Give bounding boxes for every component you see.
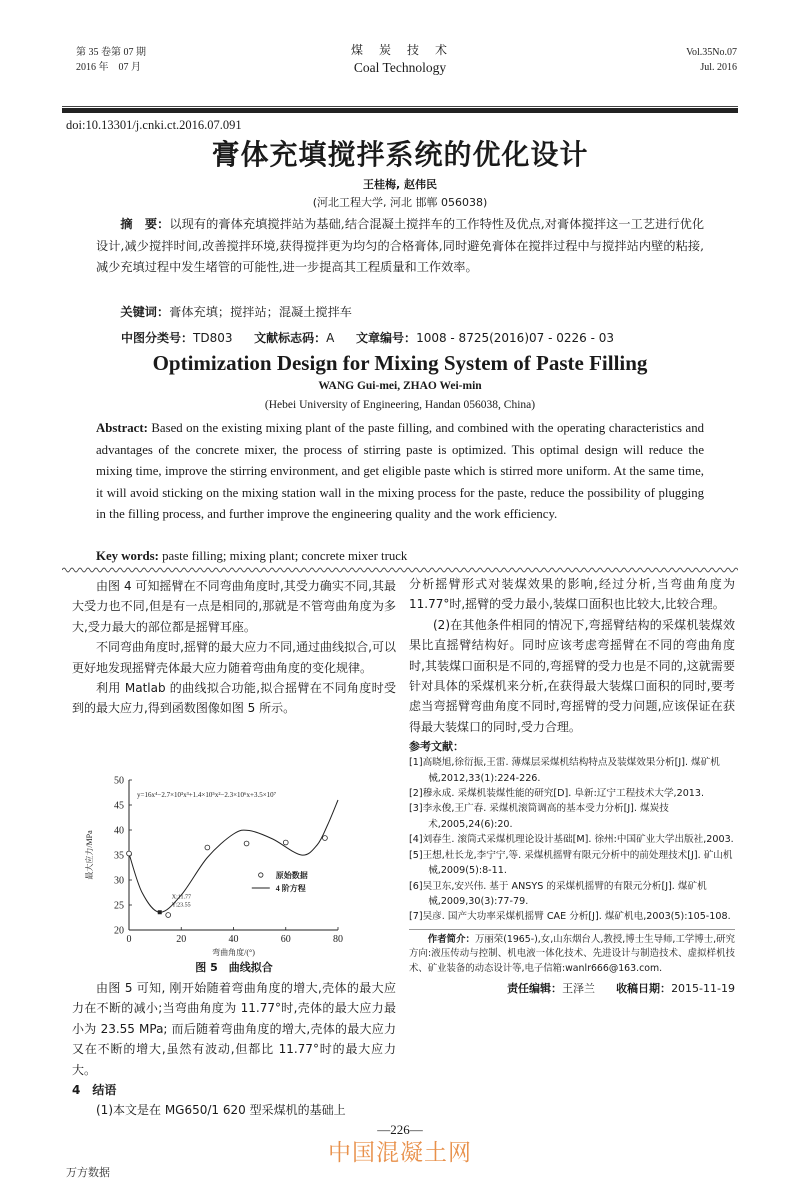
abstract-cn-text: 以现有的膏体充填搅拌站为基础,结合混凝土搅拌车的工作特性及优点,对膏体搅拌这一工艺进行优化设计,减少搅拌时间,改善搅拌环境,获得搅拌更为均匀的合格膏体,同时避免膏体在搅拌过程中与搅拌站内壁的粘接,减少充填过程中发生堵管的可能性,进一步提高其工程质量和工作效率。 [96, 217, 705, 274]
keywords-cn-text: 膏体充填；搅拌站；混凝土搅拌车 [169, 305, 352, 319]
keywords-en [96, 546, 704, 568]
y-tick-label: 35 [114, 850, 124, 862]
header-volume-en: Vol.35No.07 [686, 47, 737, 58]
editor-line [409, 980, 735, 997]
article-no-value: 1008 - 8725(2016)07 - 0226 - 03 [416, 331, 614, 345]
figure-caption: 图 5 曲线拟合 [195, 961, 273, 974]
keywords-cn-label: 关键词： [120, 305, 170, 319]
y-tick-label: 40 [114, 825, 124, 837]
classification-line [121, 329, 614, 347]
abstract-en-label: Abstract: [96, 421, 148, 435]
doc-code-value: A [326, 331, 335, 345]
right-column [409, 574, 735, 997]
y-tick-label: 25 [114, 900, 124, 912]
abstract-en-text: Based on the existing mixing plant of the paste filling, and combined with the operating characteristics and advantages of the concrete mixer, the process of stirring paste is optimized. This optimal design will reduce the mixing time, improve the stirring environment, and get eligible paste which is stirred more uniform. At the same time, it will avoid sticking on the mixing station wall in the mixing process for the paste, reduce the possibility of plugging in the filling process, and further improve the engineering quality and the work efficiency. [96, 421, 704, 521]
doc-code-label: 文献标志码： [254, 331, 327, 345]
right-para-2: (2)在其他条件相同的情况下,弯摇臂结构的采煤机装煤效果比直摇臂结构好。同时应该考虑弯摇臂在不同的弯曲角度时,其装煤口面积是不同的,弯摇臂的受力也是不同的,这就需要针对具体的采煤机来分析,在获得最大装煤口面积的同时,要考虑当弯摇臂弯曲角度不同时,弯摇臂的受力问题,应该保证在获得最大装煤口的同时,受力合理。 [409, 617, 735, 734]
left-column-top [72, 576, 396, 719]
abstract-cn [96, 214, 704, 279]
data-point [244, 841, 249, 846]
header-date-cn: 2016 年 07 月 [76, 62, 141, 73]
left-para-2: 不同弯曲角度时,摇臂的最大应力不同,通过曲线拟合,可以更好地发现摇臂壳体最大应力随着弯曲角度的变化规律。 [72, 640, 396, 675]
received-label: 收稿日期： [616, 981, 672, 995]
affiliation-cn: (河北工程大学, 河北 邯郸 056038) [312, 196, 488, 209]
editor-name: 王泽兰 [562, 981, 596, 995]
keywords-en-text: paste filling; mixing plant; concrete mixer truck [158, 549, 408, 563]
x-tick-label: 60 [280, 934, 291, 945]
abstract-cn-label: 摘 要： [120, 217, 170, 231]
section-heading-conclusion: 4 结语 [72, 1083, 117, 1098]
left-para-4: 由图 5 可知, 刚开始随着弯曲角度的增大,壳体的最大应力在不断的减小;当弯曲角度为 11.77°时,壳体的最大应力最小为 23.55 MPa; 而后随着弯曲角度的增大,壳体的最大应力又在不断的增大,虽然有波动,但都比 11.77°时的最大应力大。 [72, 981, 396, 1077]
legend-label-fit: 4 阶方程 [275, 884, 306, 893]
author-bio [409, 929, 735, 977]
doi: doi:10.13301/j.cnki.ct.2016.07.091 [66, 118, 242, 132]
affiliation-en: (Hebei University of Engineering, Handan 056038, China) [264, 399, 536, 411]
header-volume-cn: 第 35 卷第 07 期 [76, 47, 146, 58]
y-tick-label: 45 [114, 800, 124, 812]
reference-item: [3]李永俊,王广春. 采煤机滚筒调高的基本受力分析[J]. 煤炭技术,2005,24(6):20. [409, 803, 669, 830]
reference-item: [7]吴彦. 国产大功率采煤机摇臂 CAE 分析[J]. 煤矿机电,2003(5):105-108. [409, 911, 731, 923]
data-point [323, 836, 328, 841]
legend-marker-raw [259, 873, 263, 877]
x-tick-label: 40 [228, 934, 239, 945]
reference-item: [2]穆永成. 采煤机装煤性能的研究[D]. 阜新:辽宁工程技术大学,2013. [409, 788, 705, 800]
x-axis-title: 弯曲角度/(°) [212, 948, 255, 957]
x-tick-label: 80 [333, 934, 343, 945]
data-point [205, 845, 210, 850]
abstract-en [96, 418, 704, 526]
title-en: Optimization Design for Mixing System of Paste Filling [152, 351, 648, 375]
article-no-label: 文章编号： [356, 331, 417, 345]
watermark: 中国混凝土网 [328, 1140, 472, 1166]
left-column-bottom [72, 960, 396, 1121]
reference-item: [4]刘春生. 滚筒式采煤机理论设计基础[M]. 徐州:中国矿业大学出版社,2003. [409, 834, 734, 846]
authors-en: WANG Gui-mei, ZHAO Wei-min [318, 380, 482, 392]
y-tick-label: 20 [114, 925, 124, 937]
author-bio-label: 作者简介： [427, 933, 475, 945]
source-label: 万方数据 [66, 1166, 110, 1179]
references-heading: 参考文献： [409, 740, 464, 754]
figure-5-chart [80, 772, 380, 958]
keywords-en-label: Key words: [96, 549, 159, 563]
min-point-marker [158, 910, 162, 914]
annotation-y-label: Y:23.55 [171, 902, 191, 909]
y-tick-label: 50 [114, 775, 124, 787]
wavy-divider [62, 566, 738, 574]
header-date-en: Jul. 2016 [700, 62, 737, 73]
title-cn: 膏体充填搅拌系统的优化设计 [211, 138, 589, 171]
journal-name-cn: 煤 炭 技 术 [350, 43, 449, 57]
journal-name-en: Coal Technology [353, 60, 447, 75]
authors-cn: 王桂梅, 赵伟民 [362, 178, 437, 191]
keywords-cn [96, 302, 704, 324]
reference-item: [5]王想,杜长龙,李宁宁,等. 采煤机摇臂有限元分析中的前处理技术[J]. 矿山机械,2009(5):8-11. [409, 849, 733, 877]
received-date: 2015-11-19 [671, 981, 735, 995]
legend-label-raw: 原始数据 [275, 871, 308, 880]
equation-label: y=16x⁴−2.7×10³x³+1.4×10⁵x²−2.3×10⁶x+3.5×10⁷ [137, 791, 277, 799]
x-tick-label: 20 [176, 934, 187, 945]
data-point [166, 913, 171, 918]
data-point [127, 851, 132, 856]
clc-value: TD803 [193, 331, 233, 345]
left-para-3: 利用 Matlab 的曲线拟合功能,拟合摇臂在不同角度时受到的最大应力,得到函数图像如图 5 所示。 [72, 681, 396, 716]
header-rule-thick [62, 108, 738, 113]
y-tick-label: 30 [114, 875, 124, 887]
x-tick-label: 0 [126, 934, 132, 945]
page-number: —226— [377, 1122, 423, 1137]
data-point [283, 840, 288, 845]
annotation-x-label: X:11.77 [171, 894, 192, 901]
references-list [409, 755, 735, 924]
right-para-1: 分析摇臂形式对装煤效果的影响,经过分析,当弯曲角度为 11.77°时,摇臂的受力最小,装煤口面积也比较大,比较合理。 [409, 577, 735, 612]
reference-item: [1]高晓旭,徐衍振,王雷. 薄煤层采煤机结构特点及装煤效果分析[J]. 煤矿机械,2012,33(1):224-226. [409, 757, 720, 784]
y-axis-title: 最大应力/MPa [85, 830, 94, 880]
editor-label: 责任编辑： [507, 981, 563, 995]
left-para-5: (1)本文是在 MG650/1 620 型采煤机的基础上 [96, 1103, 346, 1118]
header-rule-thin [62, 106, 738, 107]
author-bio-text: 万丽荣(1965-),女,山东烟台人,教授,博士生导师,工学博士,研究方向:液压传动与控制、机电液一体化技术、先进设计与制造技术、虚拟样机技术、矿业装备的动态设计等,电子信箱:wanlr666@163.com. [409, 933, 735, 974]
clc-label: 中图分类号： [121, 331, 194, 345]
fit-curve-line [129, 800, 338, 912]
left-para-1: 由图 4 可知摇臂在不同弯曲角度时,其受力确实不同,其最大受力也不同,但是有一点是相同的,那就是不管弯曲角度为多大,受力最大的部位都是摇臂耳座。 [72, 579, 396, 634]
reference-item: [6]吴卫东,安兴伟. 基于 ANSYS 的采煤机摇臂的有限元分析[J]. 煤矿机械,2009,30(3):77-79. [409, 880, 707, 907]
